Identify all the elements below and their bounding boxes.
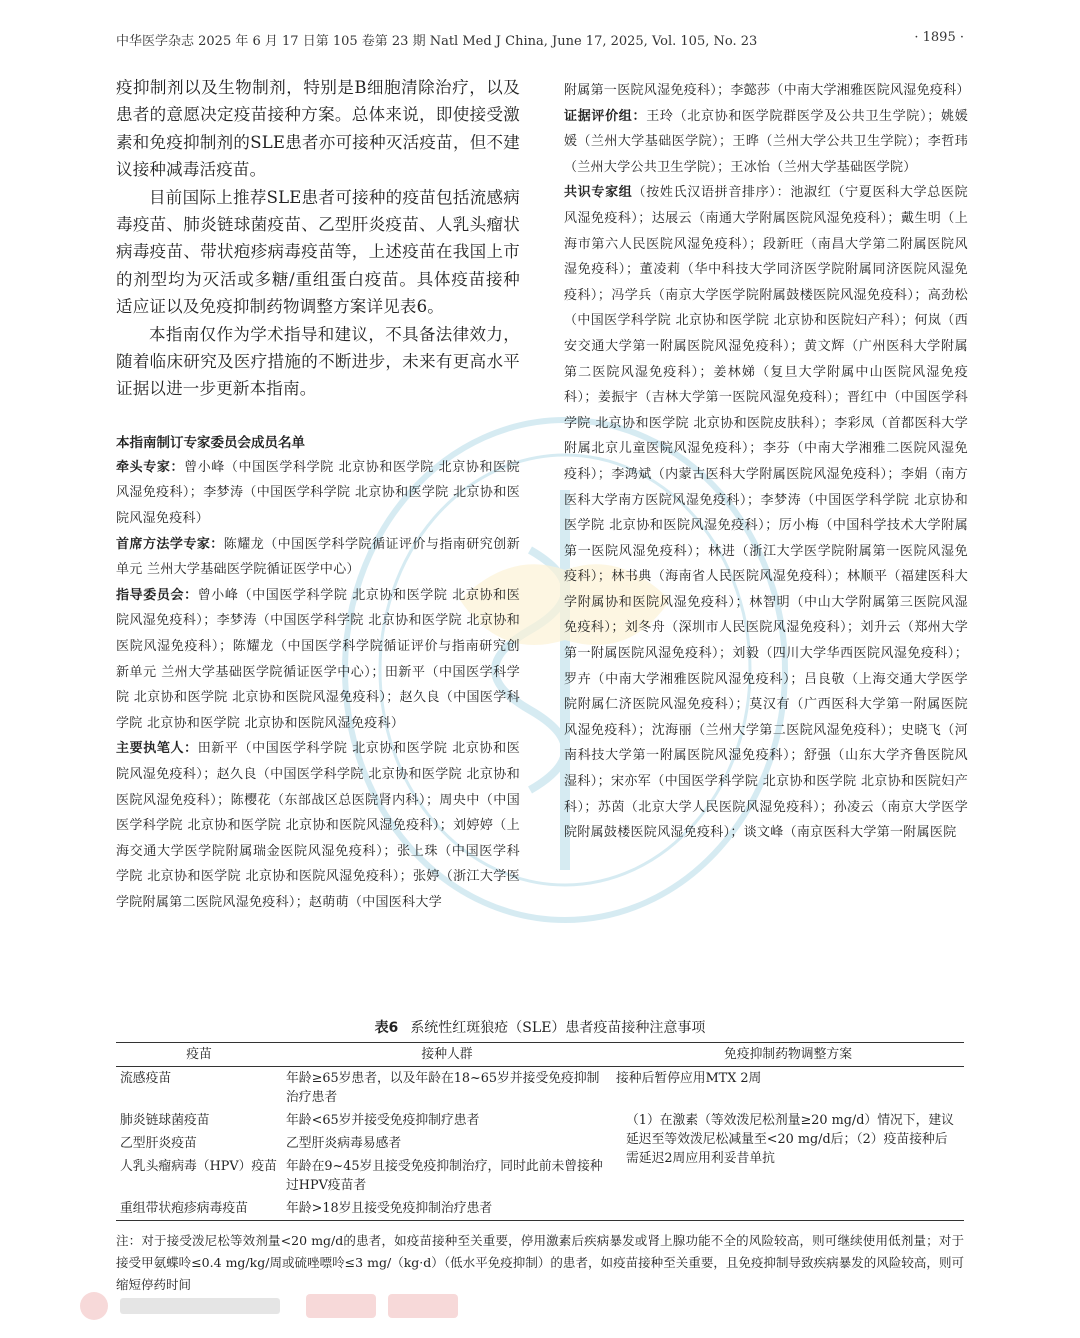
journal-citation: 中华医学杂志 2025 年 6 月 17 日第 105 卷第 23 期 Natl Med J China, June 17, 2025, Vol. 105, No. 23 <box>116 34 758 49</box>
group-members: 附属第一医院风湿免疫科）；李懿莎（中南大学湘雅医院风湿免疫科） <box>564 83 970 98</box>
body-paragraph: 本指南仅作为学术指导和建议，不具备法律效力，随着临床研究及医疗措施的不断进步，未来有更高水平证据以进一步更新本指南。 <box>116 324 520 399</box>
committee-group <box>116 532 520 583</box>
committee-group <box>116 583 520 737</box>
table-caption <box>116 1017 964 1037</box>
population-cell: 年龄≥65岁患者，以及年龄在18~65岁并接受免疫抑制治疗患者 <box>286 1071 600 1105</box>
table-row <box>116 1067 964 1110</box>
page-number: · 1895 · <box>914 30 964 45</box>
table-note: 注：对于接受泼尼松等效剂量<20 mg/d的患者，如疫苗接种至关重要，停用激素后疾病暴发或肾上腺功能不全的风险较高，则可继续使用低剂量；对于接受甲氨蝶呤≤0.4 mg/kg/周或硫唑嘌呤≤3 mg/（kg·d）（低水平免疫抑制）的患者，如疫苗接种至关重要，且免疫抑制导致疾病暴发的风险较高，则可缩短停药时间 <box>116 1233 964 1292</box>
vaccine-cell: 流感疫苗 <box>120 1071 172 1086</box>
group-label: 共识专家组 <box>564 185 633 201</box>
vaccine-table <box>116 1042 964 1221</box>
group-members: 曾小峰（中国医学科学院 北京协和医学院 北京协和医院风湿免疫科）；李梦涛（中国医学科学院 北京协和医学院 北京协和医院风湿免疫科）；陈耀龙（中国医学科学院循证评价与指南研究创新单元 兰州大学基础医学院循证医学中心）；田新平（中国医学科学院 北京协和医学院 北京协和医院风湿免疫科）；赵久良（中国医学科学院 北京协和医学院 北京协和医院风湿免疫科） <box>116 587 520 731</box>
population-cell: 年龄<65岁并接受免疫抑制疗患者 <box>286 1113 480 1128</box>
plan-cell: 接种后暂停应用MTX 2周 <box>616 1071 762 1086</box>
vaccine-cell: 肺炎链球菌疫苗 <box>120 1113 210 1128</box>
body-paragraph: 疫抑制剂以及生物制剂，特别是B细胞清除治疗，以及患者的意愿决定疫苗接种方案。总体来说，即使接受激素和免疫抑制剂的SLE患者亦可接种灭活疫苗，但不建议接种减毒活疫苗。 <box>116 78 520 180</box>
vaccine-cell: 重组带状疱疹病毒疫苗 <box>116 1197 282 1221</box>
body-paragraph: 目前国际上推荐SLE患者可接种的疫苗包括流感病毒疫苗、肺炎链球菌疫苗、乙型肝炎疫苗、人乳头瘤状病毒疫苗、带状疱疹病毒疫苗等，上述疫苗在我国上市的剂型均为灭活或多糖/重组蛋白疫苗。具体疫苗接种适应证以及免疫抑制药物调整方案详见表6。 <box>116 187 520 317</box>
population-cell: 年龄在9~45岁且接受免疫抑制治疗，同时此前未曾接种过HPV疫苗者 <box>286 1159 603 1193</box>
left-column <box>116 74 520 916</box>
group-members: 曾小峰（中国医学科学院 北京协和医学院 北京协和医院风湿免疫科）；李梦涛（中国医学科学院 北京协和医学院 北京协和医院风湿免疫科） <box>116 459 520 527</box>
population-cell: 乙型肝炎病毒易感者 <box>286 1136 402 1151</box>
group-label: 指导委员会： <box>116 587 198 603</box>
group-members: 田新平（中国医学科学院 北京协和医学院 北京协和医院风湿免疫科）；赵久良（中国医学科学院 北京协和医学院 北京协和医院风湿免疫科）；陈樱花（东部战区总医院肾内科）；周央中（中国医学科学院 北京协和医学院 北京协和医院风湿免疫科）；刘婷婷（上海交通大学医学院附属瑞金医院风湿免疫科）；张上珠（中国医学科学院 北京协和医学院 北京协和医院风湿免疫科）；张婷（浙江大学医学院附属第二医院风湿免疫科）；赵萌萌（中国医科大学 <box>116 741 520 910</box>
table-number: 表6 <box>374 1020 399 1036</box>
committee-heading: 本指南制订专家委员会成员名单 <box>116 434 305 451</box>
group-members: （按姓氏汉语拼音排序）：池淑红（宁夏医科大学总医院风湿免疫科）；达展云（南通大学附属医院风湿免疫科）；戴生明（上海市第六人民医院风湿免疫科）；段新旺（南昌大学第二附属医院风湿免疫科）；董凌莉（华中科技大学同济医学院附属同济医院风湿免疫科）；冯学兵（南京大学医学院附属鼓楼医院风湿免疫科）；高劲松（中国医学科学院 北京协和医学院 北京协和医院妇产科）；何岚（西安交通大学第一附属医院风湿免疫科）；黄文辉（广州医科大学附属第二医院风湿免疫科）；姜林娣（复旦大学附属中山医院风湿免疫科）；姜振宇（吉林大学第一医院风湿免疫科）；晋红中（中国医学科学院 北京协和医学院 北京协和医院皮肤科）；李彩凤（首都医科大学附属北京儿童医院风湿免疫科）；李芬（中南大学湘雅二医院风湿免疫科）；李鸿斌（内蒙古医科大学附属医院风湿免疫科）；李娟（南方医科大学南方医院风湿免疫科）；李梦涛（中国医学科学院 北京协和医学院 北京协和医院风湿免疫科）；厉小梅（中国科学技术大学附属第一医院风湿免疫科）；林进（浙江大学医学院附属第一医院风湿免疫科）；林书典（海南省人民医院风湿免疫科）；林顺平（福建医科大学附属协和医院风湿免疫科）；林智明（中山大学附属第三医院风湿免疫科）；刘冬舟（深圳市人民医院风湿免疫科）；刘升云（郑州大学第一附属医院风湿免疫科）；刘毅（四川大学华西医院风湿免疫科）；罗卉（中南大学湘雅医院风湿免疫科）；吕良敬（上海交通大学医学院附属仁济医院风湿免疫科）；莫汉有（广西医科大学第一附属医院风湿免疫科）；沈海丽（兰州大学第二医院风湿免疫科）；史晓飞（河南科技大学第一附属医院风湿免疫科）；舒强（山东大学齐鲁医院风湿科）；宋亦军（中国医学科学院 北京协和医学院 北京协和医院妇产科）；苏茵（北京大学人民医院风湿免疫科）；孙凌云（南京大学医学院附属鼓楼医院风湿免疫科）；谈文峰（南京医科大学第一附属医院 <box>564 185 968 841</box>
column-header: 免疫抑制药物调整方案 <box>612 1043 964 1067</box>
plan-cell: （1）在激素（等效泼尼松剂量≥20 mg/d）情况下，建议延迟至等效泼尼松减量至<20 mg/d后；（2）疫苗接种后需延迟2周应用利妥昔单抗 <box>626 1113 954 1166</box>
group-label: 牵头专家： <box>116 459 185 475</box>
group-members: 王玲（北京协和医学院群医学及公共卫生学院）；姚媛媛（兰州大学基础医学院）；王晔（兰州大学公共卫生学院）；李哲玮（兰州大学公共卫生学院）；王冰怡（兰州大学基础医学院） <box>564 108 968 175</box>
table-title: 系统性红斑狼疮（SLE）患者疫苗接种注意事项 <box>410 1020 706 1036</box>
committee-group <box>564 104 968 181</box>
column-header: 疫苗 <box>116 1043 282 1067</box>
table-header-row <box>116 1043 964 1067</box>
running-header <box>116 30 964 49</box>
population-cell: 年龄>18岁且接受免疫抑制治疗患者 <box>282 1197 612 1221</box>
plan-cell <box>612 1197 964 1221</box>
column-header: 接种人群 <box>282 1043 612 1067</box>
group-label: 主要执笔人： <box>116 741 198 757</box>
right-column <box>564 78 968 846</box>
group-members: 陈耀龙（中国医学科学院循证评价与指南研究创新单元 兰州大学基础医学院循证医学中心） <box>116 536 520 578</box>
committee-group <box>116 736 520 915</box>
vaccine-cell: 人乳头瘤病毒（HPV）疫苗 <box>120 1159 277 1174</box>
table-row <box>116 1109 964 1132</box>
publisher-logo <box>76 1288 476 1324</box>
committee-group <box>564 180 968 845</box>
vaccine-cell: 乙型肝炎疫苗 <box>120 1136 197 1151</box>
committee-group <box>564 78 968 104</box>
group-label: 首席方法学专家： <box>116 536 224 552</box>
table-row <box>116 1197 964 1221</box>
group-label: 证据评价组： <box>564 108 647 124</box>
committee-group <box>116 455 520 532</box>
